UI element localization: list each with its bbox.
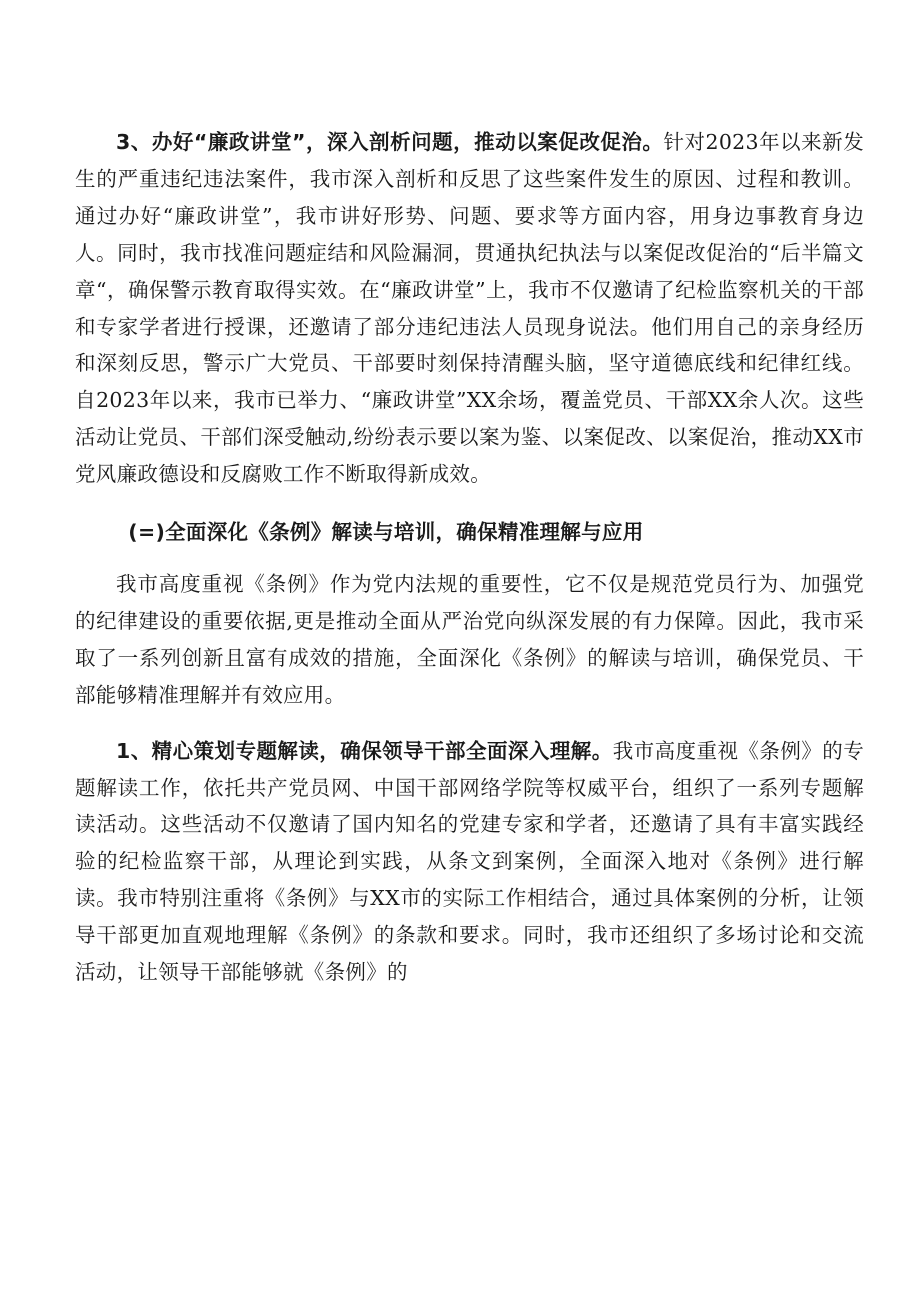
paragraph-body: 针对2023年以来新发生的严重违纪违法案件，我市深入剖析和反思了这些案件发生的原因、过程和教训。通过办好“廉政讲堂”，我市讲好形势、问题、要求等方面内容，用身边事教育身边人。同时，我市找准问题症结和风险漏洞，贯通执纪执法与以案促改促治的“后半篇文章“，确保警示教育取得实效。在“廉政讲堂”上，我市不仅邀请了纪检监察机关的干部和专家学者进行授课，还邀请了部分违纪违法人员现身说法。他们用自己的亲身经历和深刻反思，警示广大党员、干部要时刻保持清醒头脑，坚守道德底线和纪律红线。自2023年以来，我市已举力、“廉政讲堂”XX余场，覆盖党员、干部XX余人次。这些活动让党员、干部们深受触动,纷纷表示要以案为鉴、以案促改、以案促治，推动XX市党风廉政德设和反腐败工作不断取得新成效。	[75, 130, 864, 487]
paragraph-lianzheng-jiangtang	[75, 124, 864, 493]
section-heading: (=)全面深化《条例》解读与培训，确保精准理解与应用	[128, 520, 644, 545]
paragraph-lead: 3、办好“廉政讲堂”，深入剖析问题，推动以案促改促治。	[116, 130, 664, 154]
paragraph-special-interpretation	[75, 733, 864, 991]
paragraph-body: 我市高度重视《条例》的专题解读工作，依托共产党员网、中国干部网络学院等权威平台，组织了一系列专题解读活动。这些活动不仅邀请了国内知名的党建专家和学者，还邀请了具有丰富实践经验的纪检监察干部，从理论到实践，从条文到案例，全面深入地对《条例》进行解读。我市特别注重将《条例》与XX市的实际工作相结合，通过具体案例的分析，让领导干部更加直观地理解《条例》的条款和要求。同时，我市还组织了多场讨论和交流活动，让领导干部能够就《条例》的	[75, 738, 864, 985]
paragraph-lead: 1、精心策划专题解读，确保领导干部全面深入理解。	[116, 738, 613, 763]
paragraph-tiaoli-importance: 我市高度重视《条例》作为党内法规的重要性，它不仅是规范党员行为、加强党的纪律建设的重要依据,更是推动全面从严治党向纵深发展的有力保障。因此，我市采取了一系列创新且富有成效的措施，全面深化《条例》的解读与培训，确保党员、干部能够精准理解并有效应用。	[75, 571, 864, 707]
